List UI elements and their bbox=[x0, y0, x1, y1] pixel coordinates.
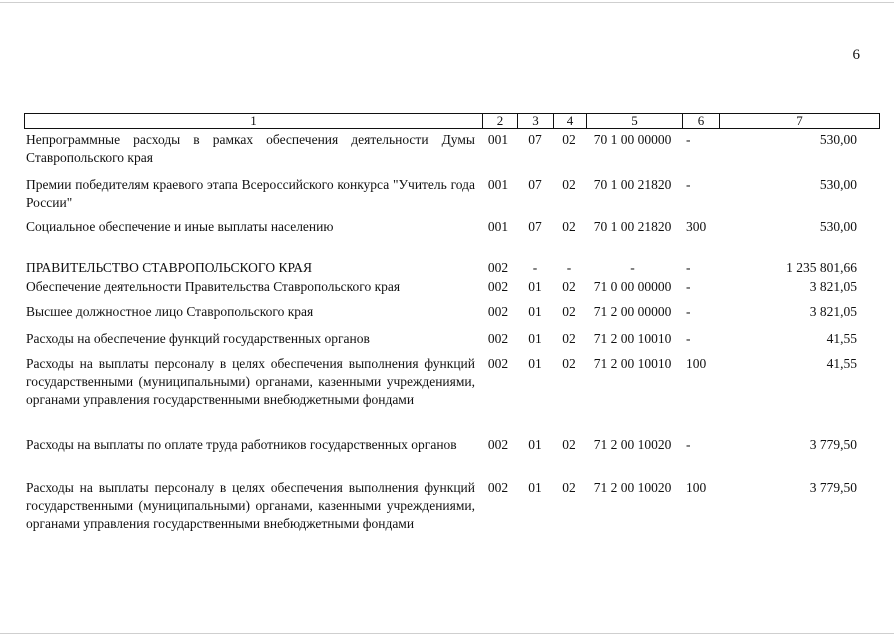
row-code-3: 01 bbox=[528, 480, 542, 495]
row-code-4: 02 bbox=[562, 219, 576, 234]
row-code-6: - bbox=[686, 132, 691, 147]
row-code-2: 002 bbox=[487, 437, 509, 452]
row-code-6: - bbox=[686, 260, 691, 275]
row-code-2: 002 bbox=[487, 279, 509, 294]
row-code-3: 01 bbox=[528, 356, 542, 371]
row-code-5: 71 2 00 10020 bbox=[593, 480, 672, 495]
header-col-6: 6 bbox=[682, 114, 719, 128]
row-name: Расходы на выплаты персоналу в целях обеспечения выполнения функций государственными (муниципальными) органами, казенными учреждениями, органами управления государственными внебюджетными фондами bbox=[26, 480, 475, 531]
page-number: 6 bbox=[852, 47, 860, 63]
header-col-1: 1 bbox=[250, 113, 257, 128]
row-code-2: 002 bbox=[487, 331, 509, 346]
row-amount: 530,00 bbox=[819, 219, 857, 234]
row-code-6: 100 bbox=[686, 356, 707, 371]
row-code-3: 07 bbox=[528, 219, 542, 234]
row-code-2: 001 bbox=[487, 177, 509, 192]
row-code-5: 70 1 00 21820 bbox=[593, 177, 672, 192]
row-code-6: - bbox=[686, 177, 691, 192]
row-code-4: 02 bbox=[562, 132, 576, 147]
row-code-6: - bbox=[686, 304, 691, 319]
row-code-3: 01 bbox=[528, 279, 542, 294]
row-name: Социальное обеспечение и иные выплаты населению bbox=[26, 219, 334, 234]
row-code-3: 07 bbox=[528, 132, 542, 147]
row-amount: 3 779,50 bbox=[809, 480, 857, 495]
row-code-5: 71 2 00 10010 bbox=[593, 331, 672, 346]
row-code-2: 002 bbox=[487, 480, 509, 495]
row-code-5: 71 2 00 00000 bbox=[593, 304, 672, 319]
row-code-2: 002 bbox=[487, 356, 509, 371]
row-name: Обеспечение деятельности Правительства Ставропольского края bbox=[26, 279, 401, 294]
row-code-4: - bbox=[566, 260, 572, 275]
row-code-3: 01 bbox=[528, 437, 542, 452]
row-code-4: 02 bbox=[562, 331, 576, 346]
scan-edge-bottom bbox=[0, 633, 894, 634]
row-code-4: 02 bbox=[562, 480, 576, 495]
row-code-3: 01 bbox=[528, 304, 542, 319]
row-code-6: 100 bbox=[686, 480, 707, 495]
table-header bbox=[24, 113, 880, 129]
row-code-2: 002 bbox=[487, 304, 509, 319]
row-code-4: 02 bbox=[562, 437, 576, 452]
header-col-2: 2 bbox=[482, 114, 517, 128]
row-code-3: 01 bbox=[528, 331, 542, 346]
row-name: Расходы на выплаты по оплате труда работников государственных органов bbox=[26, 437, 457, 452]
row-name: Непрограммные расходы в рамках обеспечения деятельности Думы Ставропольского края bbox=[26, 132, 475, 165]
row-code-4: 02 bbox=[562, 177, 576, 192]
row-code-4: 02 bbox=[562, 279, 576, 294]
row-amount: 3 821,05 bbox=[809, 279, 857, 294]
row-amount: 3 779,50 bbox=[809, 437, 857, 452]
header-col-5: 5 bbox=[586, 114, 682, 128]
row-amount: 1 235 801,66 bbox=[786, 260, 857, 275]
row-code-2: 002 bbox=[487, 260, 509, 275]
row-name: Расходы на обеспечение функций государственных органов bbox=[26, 331, 370, 346]
row-name: Высшее должностное лицо Ставропольского края bbox=[26, 304, 314, 319]
row-code-4: 02 bbox=[562, 356, 576, 371]
row-code-5: 70 1 00 21820 bbox=[593, 219, 672, 234]
row-code-2: 001 bbox=[487, 219, 509, 234]
row-name: ПРАВИТЕЛЬСТВО СТАВРОПОЛЬСКОГО КРАЯ bbox=[26, 260, 313, 275]
row-amount: 41,55 bbox=[826, 356, 857, 371]
row-code-5: 71 2 00 10010 bbox=[593, 356, 672, 371]
row-code-5: 70 1 00 00000 bbox=[593, 132, 672, 147]
row-name: Расходы на выплаты персоналу в целях обеспечения выполнения функций государственными (муниципальными) органами, казенными учреждениями, органами управления государственными внебюджетными фондами bbox=[26, 356, 475, 407]
row-code-3: 07 bbox=[528, 177, 542, 192]
row-code-6: - bbox=[686, 331, 691, 346]
row-code-6: - bbox=[686, 279, 691, 294]
row-amount: 41,55 bbox=[826, 331, 857, 346]
row-code-4: 02 bbox=[562, 304, 576, 319]
row-code-6: - bbox=[686, 437, 691, 452]
row-amount: 3 821,05 bbox=[809, 304, 857, 319]
row-amount: 530,00 bbox=[819, 132, 857, 147]
row-code-3: - bbox=[532, 260, 538, 275]
row-code-6: 300 bbox=[686, 219, 707, 234]
row-code-5: 71 0 00 00000 bbox=[593, 279, 672, 294]
row-amount: 530,00 bbox=[819, 177, 857, 192]
header-col-3: 3 bbox=[517, 114, 553, 128]
header-col-7: 7 bbox=[719, 114, 879, 128]
scan-edge-top bbox=[0, 2, 894, 3]
header-col-4: 4 bbox=[553, 114, 586, 128]
row-code-2: 001 bbox=[487, 132, 509, 147]
row-code-5: - bbox=[630, 260, 635, 275]
row-code-5: 71 2 00 10020 bbox=[593, 437, 672, 452]
row-name: Премии победителям краевого этапа Всероссийского конкурса "Учитель года России" bbox=[26, 177, 475, 210]
